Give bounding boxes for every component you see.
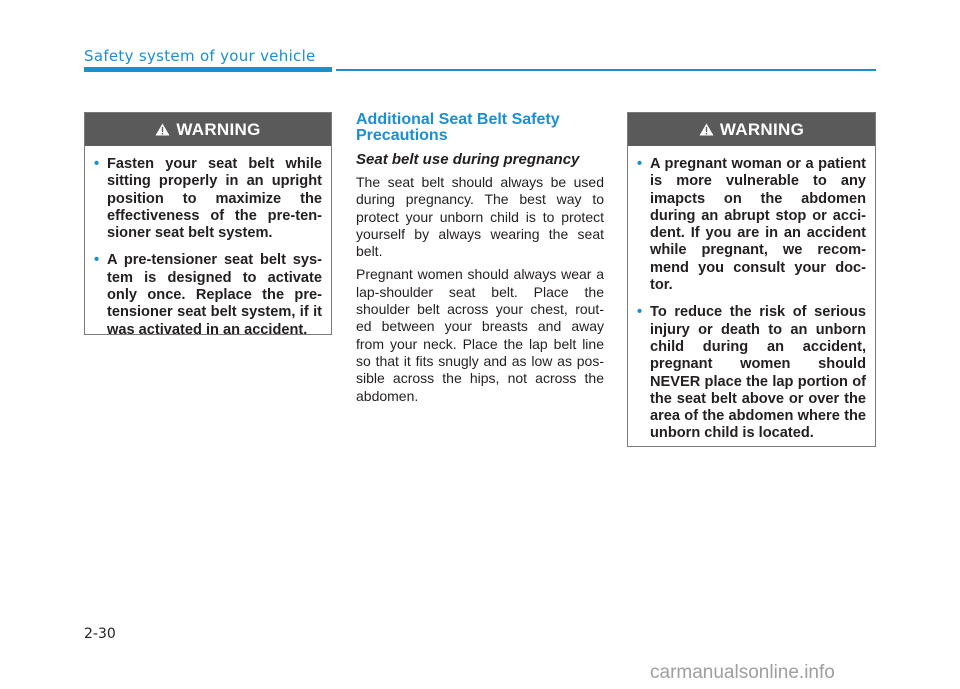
right-warning-item: • A pregnant woman or a patient is more vulnerable to any imapcts on the abdomen during an abrupt stop or acci- dent. If you are in an accident while pregnant, we recom- mend you consult your doc- tor. xyxy=(637,156,866,294)
subsection-title: Seat belt use during pregnancy xyxy=(356,151,580,168)
body-text-column xyxy=(356,174,604,411)
section-title: Additional Seat Belt Safety Precautions xyxy=(356,111,560,144)
right-warning-header xyxy=(628,113,875,146)
left-warning-item: • Fasten your seat belt while sitting properly in an upright position to maximize the effectiveness of the pre-ten- sioner seat belt system. xyxy=(94,156,322,242)
section-header-title: Safety system of your vehicle xyxy=(84,47,316,65)
bullet-icon: • xyxy=(637,156,643,172)
bullet-icon: • xyxy=(637,304,643,321)
left-warning-heading: WARNING xyxy=(176,119,261,139)
watermark-text: carmanualsonline.info xyxy=(650,662,835,683)
body-paragraph: Pregnant women should always wear a lap-shoulder seat belt. Place the shoulder belt across your chest, rout- ed between your breasts and away from your neck. Place the lap belt line so that it fits snugly and as low as pos- sible across the hips, not across the abdomen. xyxy=(356,266,604,404)
right-warning-box xyxy=(627,112,876,447)
left-warning-box xyxy=(84,112,332,338)
warning-triangle-icon xyxy=(155,123,170,136)
body-paragraph: The seat belt should always be used during pregnancy. The best way to protect your unborn child is to protect yourself by always wearing the seat belt. xyxy=(356,174,604,260)
bullet-icon: • xyxy=(94,156,100,172)
header-rule-thin xyxy=(336,69,876,71)
page-number: 2-30 xyxy=(84,626,116,642)
left-warning-item: • A pre-tensioner seat belt sys- tem is designed to activate only once. Replace the pre- tensioner seat belt system, if it was activated in an accident. xyxy=(94,252,322,338)
left-warning-header xyxy=(85,113,331,146)
bullet-icon: • xyxy=(94,252,100,269)
warning-triangle-icon xyxy=(699,123,714,136)
left-warning-list xyxy=(85,146,331,339)
header-rule-thick xyxy=(84,67,332,72)
right-warning-item: • To reduce the risk of serious injury or death to an unborn child during an accident, pregnant women should NEVER place the lap portion of the seat belt above or over the area of the abdomen where the unborn child is located. xyxy=(637,304,866,442)
right-warning-heading: WARNING xyxy=(719,119,805,139)
right-warning-list xyxy=(628,146,875,443)
